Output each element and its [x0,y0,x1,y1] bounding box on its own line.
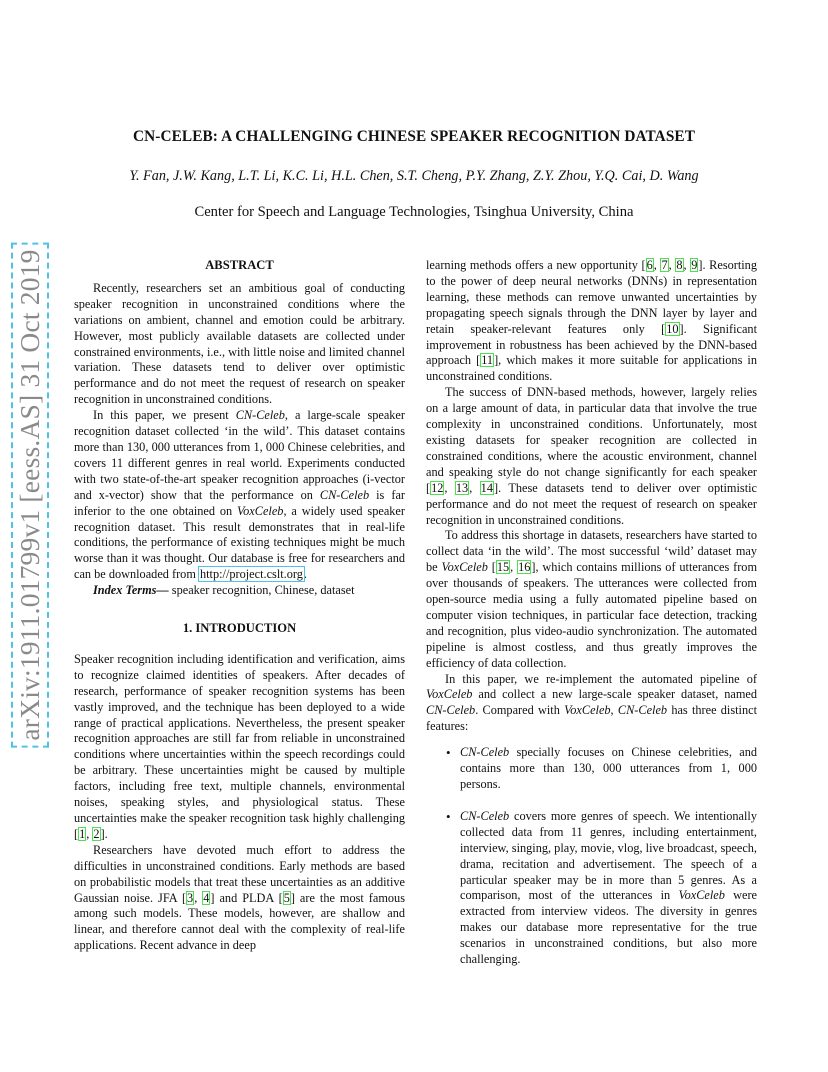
intro-paragraph-1: Speaker recognition including identification and verification, aims to recognize claimed identities of speakers. After decades of research, performance of speaker recognition systems has been vastly improved, and the technique has been deployed to a wide range of practical applications. Nevertheless, the present speaker recognition approaches are still far from reliable in unconstrained conditions where uncertainties within the speech recordings could be arbitrary. These uncertainties might be caused by multiple factors, including free text, multiple channels, environmental noises, speaking styles, and physiological status. These uncertainties make the speaker recognition task highly challenging [1, 2]. [74,651,405,841]
feature-list [426,745,757,968]
index-terms-label: Index Terms— [93,583,169,598]
citation-link[interactable]: 3 [187,890,194,905]
citation-link[interactable]: 11 [481,353,494,368]
arxiv-identifier-text[interactable]: arXiv:1911.01799v1 [eess.AS] 31 Oct 2019 [14,245,46,744]
intro-paragraph-4: To address this shortage in datasets, researchers have started to collect data ‘in the wild’. The most successful ‘wild’ dataset may be VoxCeleb [15, 16], which contains millions of utterances from over thousands of speakers. The utterances were collected from open-source media using a fully automated pipeline based on computer vision techniques, in particular face detection, tracking and recognition, plus video-audio synchronization. The automated pipeline is almost costless, and thus greatly improves the efficiency of data collection. [426,528,758,670]
introduction-heading: 1. INTRODUCTION [182,621,297,636]
list-item: • CN-Celeb specially focuses on Chinese celebrities, and contains more than 130, 000 utterances from 1, 000 persons. [426,745,757,793]
citation-link[interactable]: 4 [203,890,210,905]
left-column [74,258,405,954]
citation-link[interactable]: 5 [283,890,290,905]
abstract-heading: ABSTRACT [205,258,274,272]
intro-paragraph-2: Researchers have devoted much effort to address the difficulties in unconstrained conditions. Early methods are based on probabilistic models that treat these uncertainties as an additive Gaussian noise. JFA [3, 4] and PLDA [5] are the most famous among such models. These models, however, are shallow and linear, and therefore cannot deal with the complexity of real-life applications. Recent advance in deep [74,842,405,953]
paper-title: CN-CELEB: A CHALLENGING CHINESE SPEAKER RECOGNITION DATASET [132,128,696,145]
abstract-paragraph-1: Recently, researchers set an ambitious goal of conducting speaker recognition in unconstrained conditions where the variations on ambient, channel and emotion could be arbitrary. However, most publicly available datasets are collected under constrained environments, i.e., with little noise and limited channel variation. These datasets tend to deliver over optimistic performance and do not meet the request of research on speaker recognition in unconstrained conditions. [74,280,405,407]
citation-link[interactable]: 2 [93,826,100,841]
abstract-paragraph-2: In this paper, we present CN-Celeb, a large-scale speaker recognition dataset collected ‘in the wild’. This dataset contains more than 130, 000 utterances from 1, 000 Chinese celebrities, and covers 11 different genres in real world. Experiments conducted with two state-of-the-art speaker recognition approaches (i-vector and x-vector) show that the performance on CN-Celeb is far inferior to the one obtained on VoxCeleb, a widely used speaker recognition dataset. This result demonstrates that in real-life conditions, the performance of existing techniques might be much worse than it was thought. Our database is free for researchers and can be downloaded from http://project.cslt.org. [74,408,406,582]
intro-paragraph-3: The success of DNN-based methods, however, largely relies on a large amount of data, in particular data that involve the true complexity in unconstrained conditions. Unfortunately, most existing datasets for speaker recognition are collected in constrained conditions, where the acoustic environment, channel and speaking style do not change significantly for each speaker [12, 13, 14]. These datasets tend to deliver over optimistic performance and do not meet the request of research on speaker recognition in unconstrained conditions. [426,385,757,527]
citation-link[interactable]: 12 [431,480,444,495]
author-list: Y. Fan, J.W. Kang, L.T. Li, K.C. Li, H.L. Chen, S.T. Cheng, P.Y. Zhang, Z.Y. Zhou, Y.Q. Cai, D. Wang [129,168,699,184]
dataset-download-link[interactable]: http://project.cslt.org [199,567,303,582]
affiliation: Center for Speech and Language Technologies, Tsinghua University, China [194,204,634,220]
citation-link[interactable]: 10 [666,321,679,336]
citation-link[interactable]: 15 [496,560,510,575]
intro-paragraph-2-continued: learning methods offers a new opportunity [6, 7, 8, 9]. Resorting to the power of deep neural networks (DNNs) in representation learning, these methods can remove unwanted uncertainties by propagating speech signals through the DNN layer by layer and retain speaker-relevant features only [10]. Significant improvement in robustness has been achieved by the DNN-based approach [11], which makes it more suitable for applications in unconstrained conditions. [426,258,757,384]
citation-link[interactable]: 1 [79,826,86,841]
citation-link[interactable]: 6 [646,258,653,272]
citation-link[interactable]: 8 [676,258,683,272]
index-terms [74,583,405,599]
citation-link[interactable]: 9 [691,258,698,272]
right-column [426,258,757,984]
arxiv-identifier[interactable] [14,235,46,755]
citation-link[interactable]: 13 [455,480,469,495]
citation-link[interactable]: 7 [661,258,668,272]
list-item: • CN-Celeb covers more genres of speech. We intentionally collected data from 11 genres, including entertainment, interview, singing, play, movie, vlog, live broadcast, speech, drama, recitation and advertisement. The speech of a particular speaker may be in more than 5 genres. As a comparison, most of the utterances in VoxCeleb were extracted from interview videos. The diversity in genres makes our database more representative for the true scenarios in unconstrained conditions, but also more challenging. [426,809,757,968]
intro-paragraph-5: In this paper, we re-implement the automated pipeline of VoxCeleb and collect a new large-scale speaker dataset, named CN-Celeb. Compared with VoxCeleb, CN-Celeb has three distinct features: [426,671,757,734]
citation-link[interactable]: 14 [480,480,493,495]
citation-link[interactable]: 16 [518,560,531,575]
index-terms-value: speaker recognition, Chinese, dataset [168,583,355,598]
